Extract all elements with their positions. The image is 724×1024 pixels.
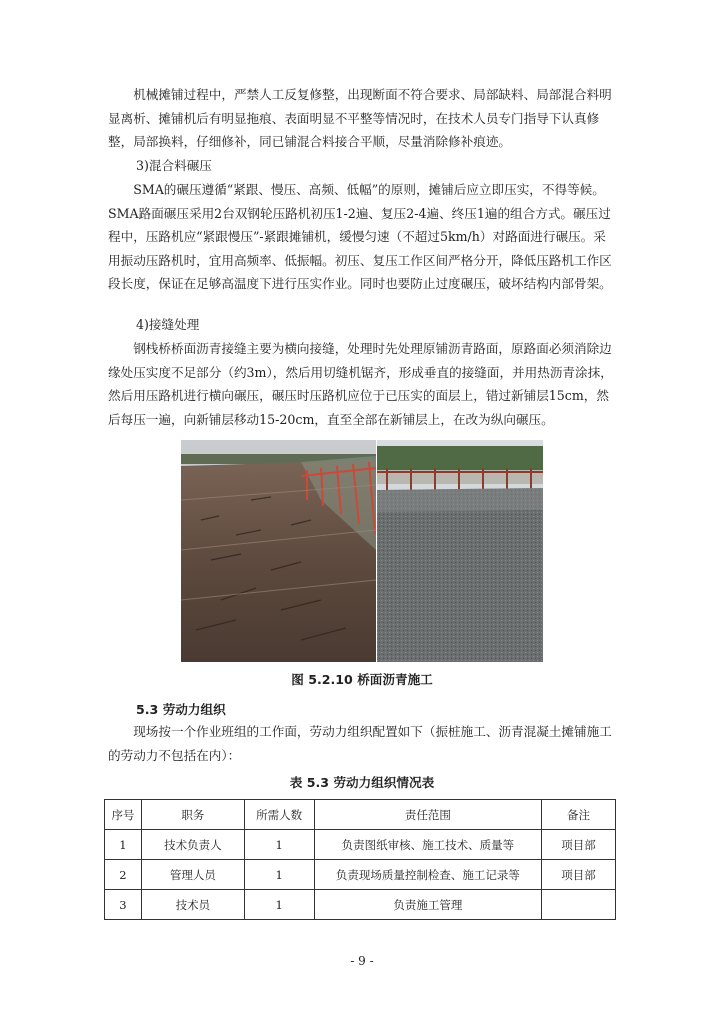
- paragraph-joint: 钢栈桥桥面沥青接缝主要为横向接缝，处理时先处理原铺沥青路面，原路面必须消除边缘处压实度不足部分（约3m），然后用切缝机锯齐，形成垂直的接缝面，并用热沥青涂抹，然后用压路机进行横向碾压，碾压时压路机应位于已压实的面层上，错过新铺层15cm，然后每压一遍，向新铺层移动15-20cm，直至全部在新铺层上，在改为纵向碾压。: [108, 341, 613, 427]
- table-header-cell: 责任范围: [314, 800, 542, 830]
- table-cell: 管理人员: [141, 860, 244, 890]
- section-title: 5.3 劳动力组织: [136, 702, 226, 717]
- subheading-joint: 4)接缝处理: [136, 317, 200, 332]
- table-cell: 负责图纸审核、施工技术、质量等: [314, 830, 542, 860]
- table-header-cell: 职务: [141, 800, 244, 830]
- table-cell: 1: [105, 830, 142, 860]
- labor-table: [104, 799, 616, 920]
- table-header-row: [105, 800, 616, 830]
- paragraph-labor: 现场按一个作业班组的工作面，劳动力组织配置如下（振桩施工、沥青混凝土摊铺施工的劳动力不包括在内）：: [108, 724, 612, 763]
- table-header-cell: 备注: [542, 800, 616, 830]
- table-caption: 表 5.3 劳动力组织情况表: [289, 775, 435, 790]
- table-cell: 1: [244, 890, 314, 920]
- paragraph-compaction: SMA的碾压遵循“紧跟、慢压、高频、低幅”的原则，摊铺后应立即压实，不得等候。SMA路面碾压采用2台双钢轮压路机初压1-2遍、复压2-4遍、终压1遍的组合方式。碾压过程中，压路机应“紧跟慢压”-紧跟摊铺机，缓慢匀速（不超过5km/h）对路面进行碾压。采用振动压路机时，宜用高频率、低振幅。初压、复压工作区间严格分开，降低压路机工作区段长度，保证在足够高温度下进行压实作业。同时也要防止过度碾压，破坏结构内部骨架。: [108, 182, 612, 291]
- table-row: [105, 830, 616, 860]
- subheading-compaction: 3)混合料碾压: [136, 158, 212, 173]
- page-number: - 9 -: [350, 954, 374, 968]
- table-cell: 技术员: [141, 890, 244, 920]
- table-cell: 负责现场质量控制检查、施工记录等: [314, 860, 542, 890]
- table-header-cell: 所需人数: [244, 800, 314, 830]
- table-cell: 技术负责人: [141, 830, 244, 860]
- table-header-cell: 序号: [105, 800, 142, 830]
- table-row: [105, 890, 616, 920]
- table-cell: 项目部: [542, 830, 616, 860]
- table-cell: 2: [105, 860, 142, 890]
- table-cell: 1: [244, 830, 314, 860]
- bridge-deck-photo-left: [181, 440, 376, 662]
- table-cell: 项目部: [542, 860, 616, 890]
- figure-photos: [181, 440, 543, 662]
- table-cell: 负责施工管理: [314, 890, 542, 920]
- table-cell: 1: [244, 860, 314, 890]
- table-cell: [542, 890, 616, 920]
- table-cell: 3: [105, 890, 142, 920]
- bridge-deck-photo-right: [377, 440, 543, 662]
- paragraph-paving: 机械摊铺过程中，严禁人工反复修整，出现断面不符合要求、局部缺料、局部混合料明显离析、摊铺机后有明显拖痕、表面明显不平整等情况时，在技术人员专门指导下认真修整，局部换料，仔细修补，同已铺混合料接合平顺，尽量消除修补痕迹。: [108, 87, 612, 149]
- table-row: [105, 860, 616, 890]
- figure-caption: 图 5.2.10 桥面沥青施工: [291, 672, 433, 687]
